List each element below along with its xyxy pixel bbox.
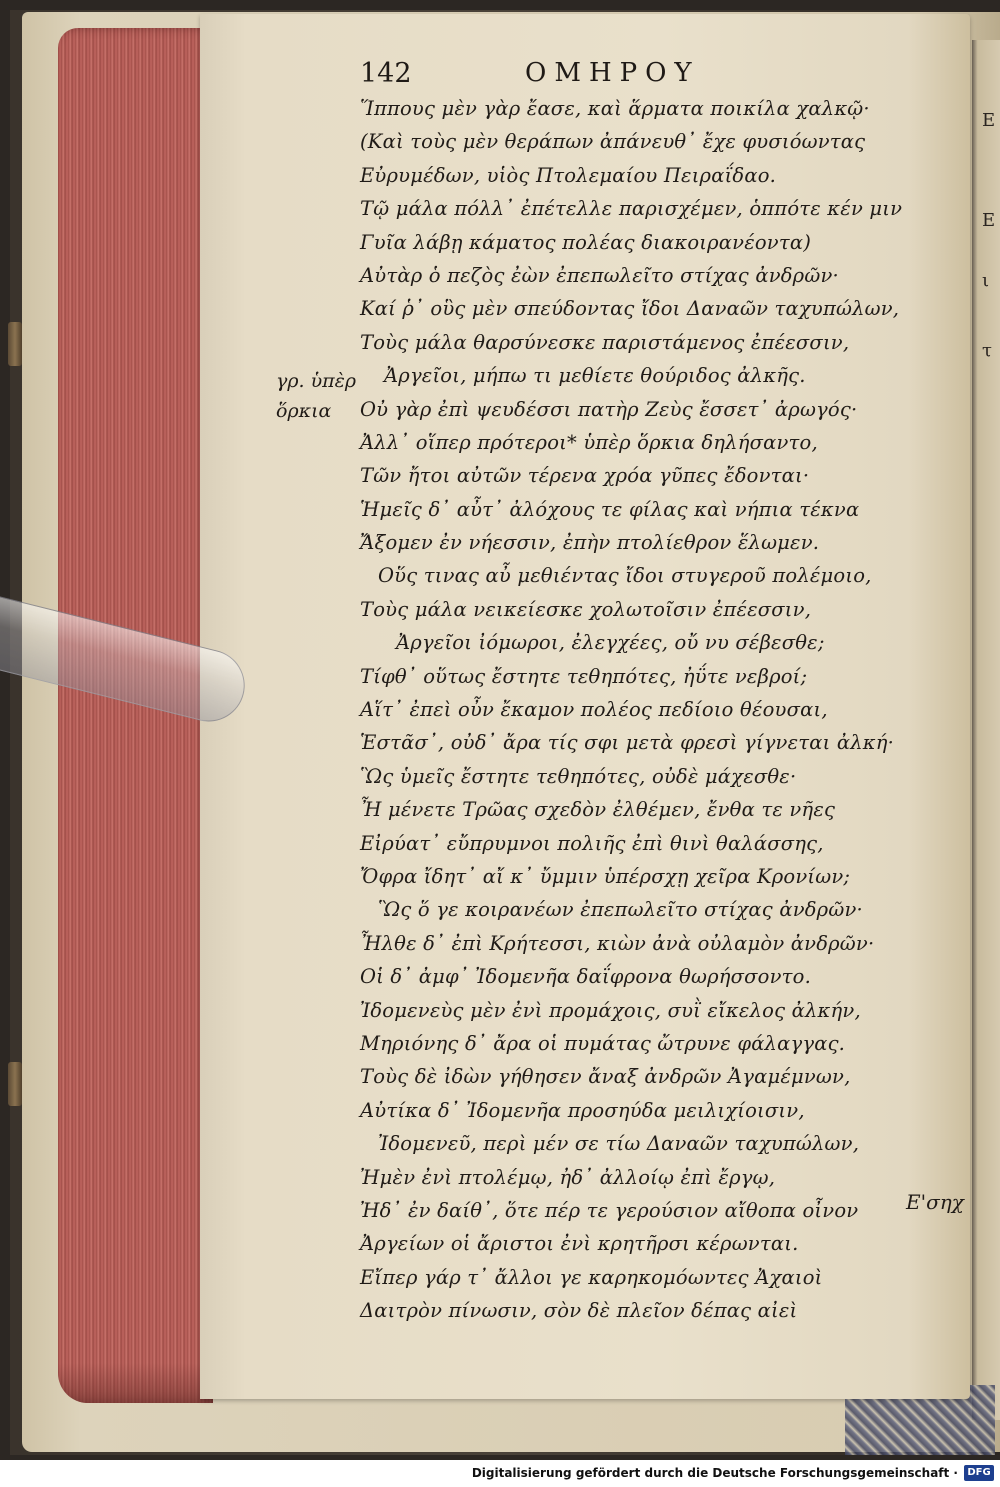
- page-number: 142: [360, 58, 412, 89]
- text-line: Ἀργεῖοι ἰόμωροι, ἐλεγχέες, οὔ νυ σέβεσθε;: [396, 631, 825, 655]
- text-line: Ἀλλ᾽ οἵπερ πρότεροι* ὑπὲρ ὅρκια δηλήσαντο,: [360, 430, 818, 454]
- text-line: Ἦλθε δ᾽ ἐπὶ Κρήτεσσι, κιὼν ἀνὰ οὐλαμὸν ἀνδρῶν·: [360, 931, 875, 955]
- text-line: Ἡμεῖς δ᾽ αὖτ᾽ ἀλόχους τε φίλας καὶ νήπια τέκνα: [360, 497, 860, 521]
- text-line: Οἱ δ᾽ ἀμφ᾽ Ἰδομενῆα δαΐφρονα θωρήσσοντο.: [360, 965, 812, 989]
- text-line: Τῶν ἤτοι αὐτῶν τέρενα χρόα γῦπες ἔδονται·: [360, 464, 810, 488]
- text-line: Ἦ μένετε Τρῶας σχεδὸν ἐλθέμεν, ἔνθα τε νῆες: [360, 798, 836, 822]
- margin-note: γρ. ὑπὲρ: [276, 370, 357, 392]
- text-line: Ὣς ὅ γε κοιρανέων ἐπεπωλεῖτο στίχας ἀνδρῶν·: [378, 898, 863, 922]
- facing-page-fragment: E: [982, 110, 996, 131]
- text-line: Εὐρυμέδων, υἱὸς Πτολεμαίου Πειραΐδαο.: [360, 163, 777, 187]
- text-line: Ὣς ὑμεῖς ἔστητε τεθηπότες, οὐδὲ μάχεσθε·: [360, 764, 797, 788]
- text-line: Τοὺς δὲ ἰδὼν γήθησεν ἄναξ ἀνδρῶν Ἀγαμέμνων,: [360, 1065, 851, 1089]
- margin-note: ὅρκια: [276, 400, 332, 422]
- text-line: Ἠδ᾽ ἐν δαίθ᾽, ὅτε πέρ τε γερούσιον αἴθοπα οἶνον: [360, 1198, 859, 1222]
- text-line: Ἀργείων οἱ ἄριστοι ἐνὶ κρητῆρσι κέρωνται.: [360, 1232, 799, 1256]
- text-line: Ἀργεῖοι, μήπω τι μεθίετε θούριδος ἀλκῆς.: [384, 364, 806, 388]
- funding-credit: Digitalisierung gefördert durch die Deutsche Forschungsgemeinschaft ·: [471, 1466, 958, 1480]
- text-line: Δαιτρὸν πίνωσιν, σὸν δὲ πλεῖον δέπας αἰεὶ: [360, 1299, 798, 1323]
- text-line: (Καὶ τοὺς μὲν θεράπων ἀπάνευθ᾽ ἔχε φυσιόωντας: [360, 130, 866, 154]
- facing-page-fragment: E: [982, 210, 996, 231]
- greek-text-block: [360, 92, 903, 1327]
- text-line: Μηριόνης δ᾽ ἄρα οἱ πυμάτας ὤτρυνε φάλαγγας.: [360, 1031, 846, 1055]
- text-line: Ἑστᾶσ᾽, οὐδ᾽ ἄρα τίς σφι μετὰ φρεσὶ γίγνεται ἀλκή·: [360, 731, 895, 755]
- text-line: Αὐτίκα δ᾽ Ἰδομενῆα προσηύδα μειλιχίοισιν,: [360, 1098, 805, 1122]
- text-line: Εἴπερ γάρ τ᾽ ἄλλοι γε καρηκομόωντες Ἀχαιοὶ: [360, 1265, 823, 1289]
- running-title: ΟΜΗΡΟΥ: [525, 58, 700, 88]
- facing-page-fragment: τ: [982, 340, 992, 361]
- facing-page-fragment: ι: [982, 270, 990, 291]
- text-line: Ὄφρα ἴδητ᾽ αἴ κ᾽ ὔμμιν ὑπέρσχῃ χεῖρα Κρονίων;: [360, 864, 851, 888]
- running-head: [360, 58, 790, 92]
- footer-bar: [0, 1460, 1000, 1487]
- text-line: Εἰρύατ᾽ εὔπρυμνοι πολιῆς ἐπὶ θινὶ θαλάσσης,: [360, 831, 824, 855]
- clasp-lower: [8, 1062, 22, 1106]
- clasp-upper: [8, 322, 22, 366]
- catchword: Ε'σηχ: [906, 1190, 964, 1214]
- dfg-logo: DFG: [964, 1465, 994, 1481]
- text-line: Τῷ μάλα πόλλ᾽ ἐπέτελλε παρισχέμεν, ὁππότε κέν μιν: [360, 197, 903, 221]
- text-line: Ἄξομεν ἐν νήεσσιν, ἐπὴν πτολίεθρον ἕλωμεν.: [360, 531, 820, 555]
- text-line: Ἰδομενεὺς μὲν ἐνὶ προμάχοις, συῒ εἴκελος ἀλκήν,: [360, 998, 861, 1022]
- text-line: Τοὺς μάλα νεικείεσκε χολωτοῖσιν ἐπέεσσιν,: [360, 597, 812, 621]
- text-line: Αὐτὰρ ὁ πεζὸς ἐὼν ἐπεπωλεῖτο στίχας ἀνδρῶν·: [360, 263, 839, 287]
- text-line: Ἵππους μὲν γὰρ ἔασε, καὶ ἅρματα ποικίλα χαλκῷ·: [360, 97, 870, 120]
- text-line: Οὕς τινας αὖ μεθιέντας ἴδοι στυγεροῦ πολέμοιο,: [378, 564, 872, 588]
- text-line: Αἵτ᾽ ἐπεὶ οὖν ἔκαμον πολέος πεδίοιο θέουσαι,: [360, 698, 828, 722]
- facing-page-edge: [972, 40, 1000, 1420]
- text-line: Οὐ γὰρ ἐπὶ ψευδέσσι πατὴρ Ζεὺς ἔσσετ᾽ ἀρωγός·: [360, 397, 858, 421]
- text-line: Καί ῥ᾽ οὓς μὲν σπεύδοντας ἴδοι Δαναῶν ταχυπώλων,: [360, 297, 900, 321]
- text-line: Ἠμὲν ἐνὶ πτολέμῳ, ἠδ᾽ ἀλλοίῳ ἐπὶ ἔργῳ,: [360, 1165, 776, 1189]
- text-line: Ἰδομενεῦ, περὶ μέν σε τίω Δαναῶν ταχυπώλων,: [378, 1132, 860, 1156]
- text-line: Τοὺς μάλα θαρσύνεσκε παριστάμενος ἐπέεσσιν,: [360, 330, 850, 354]
- text-line: Τίφθ᾽ οὕτως ἔστητε τεθηπότες, ἠΰτε νεβροί;: [360, 664, 808, 688]
- text-line: Γυῖα λάβῃ κάματος πολέας διακοιρανέοντα): [360, 230, 812, 254]
